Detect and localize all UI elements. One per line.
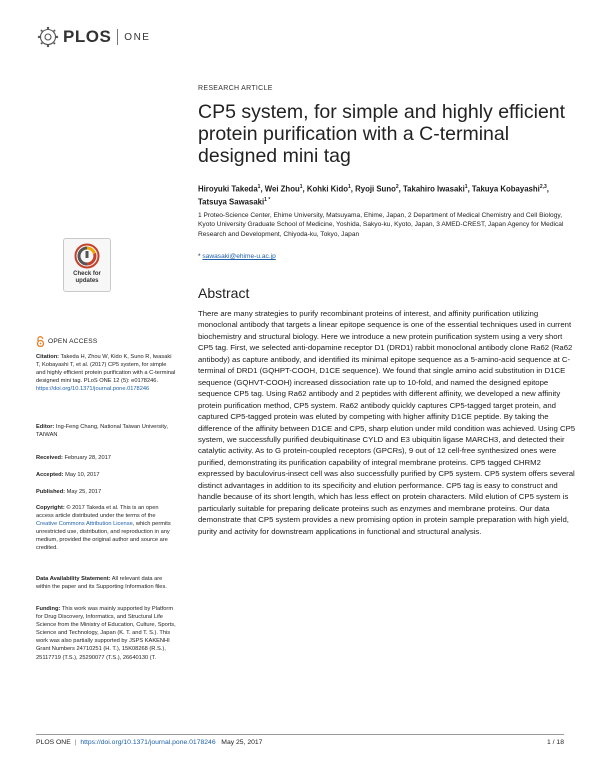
author-name: Takuya Kobayashi (471, 184, 540, 194)
received-text: February 28, 2017 (62, 455, 111, 461)
footer-separator: | (74, 739, 77, 746)
author-name: Hiroyuki Takeda (198, 184, 258, 194)
page-number: 1 / 18 (546, 739, 564, 746)
author-name: Wei Zhou (264, 184, 300, 194)
author-affiliation-marker: 1 (348, 184, 351, 190)
editor (36, 423, 176, 439)
accepted-label: Accepted: (36, 472, 64, 478)
author-affiliation-marker: 2 (395, 184, 399, 190)
copyright (36, 504, 176, 553)
corresponding-star: * (198, 253, 203, 260)
published-text: May 25, 2017 (65, 489, 102, 495)
article-title: CP5 system, for simple and highly efficient protein purification with a C-terminal designed mini tag (198, 101, 566, 167)
abstract-text: There are many strategies to purify recombinant proteins of interest, and affinity purification utilizing monoclonal antibody that targets a linear epitope sequence is one of the essential techniques used in current biochemistry and structural biology. Here we introduce a new protein purification system using a very short CP5 tag. First, we selected anti-dopamine receptor D1 (DRD1) rabbit monoclonal antibody clone Ra62 (Ra62 antibody) as capture antibody, and identified its minimal epitope sequence as a 5-amino-acid sequence at C-terminal of DRD1 (GQHPT-COOH, D1CE sequence). We found that single amino acid substitution in D1CE sequence (GQHVT-COOH) increased dissociation rate up to 10-fold, and named the designed epitope sequence CP5 tag. Using Ra62 antibody and 2 peptides with different affinity, we developed a new affinity protein purification method, CP5 system. Ra62 antibody quickly captures CP5-tagged target protein, and captured CP5-tagged protein was eluted by competing with higher affinity D1CE peptide. By taking the difference of the affinity between D1CE and CP5, sharp elution under mild condition was achieved. Using CP5 system, we successfully purified deubiquitinase CYLD and E3 ubiquitin ligase MARCH3, and detected their catalytic activity. As to G protein-coupled receptors (GPCRs), 9 out of 12 cell-free synthesized ones were purified, demonstrating its purification capability of integral membrane proteins. CP5 tagged CHRM2 expressed by baculovirus-insect cell was also successfully purified by CP5 system. CP5 system offers several distinct advantages in addition to its specificity and elution performance. CP5 tag is easy to construct and handle because of its short length, which has less effect on protein characters. Mild elution of CP5 system is particularly suitable for preparing delicate proteins such as enzymes and membrane proteins. Our data demonstrate that CP5 system provides a new promising option in protein sample preparation with high yield, purity and activity for downstream applications in functional and structural analysis. (198, 309, 576, 536)
funding-label: Funding: (36, 606, 61, 612)
received-label: Received: (36, 455, 63, 461)
published-date (36, 488, 176, 496)
journal-logo[interactable] (36, 26, 150, 48)
author-name: Ryoji Suno (355, 184, 396, 194)
editor-label: Editor: (36, 424, 55, 430)
received-date (36, 454, 176, 462)
footer-divider (36, 734, 564, 735)
author-separator: , (260, 184, 265, 194)
funding (36, 605, 176, 662)
author-name: Kohki Kido (306, 184, 348, 194)
open-lock-icon (36, 336, 45, 347)
author-separator: , (350, 184, 356, 194)
journal-name: ONE (124, 31, 151, 43)
corresponding-author (198, 253, 276, 260)
copyright-label: Copyright: (36, 505, 65, 511)
check-updates-icon (74, 243, 100, 269)
check-for-updates-button[interactable] (63, 238, 111, 292)
author-separator: , (467, 184, 472, 194)
accepted-text: May 10, 2017 (63, 472, 100, 478)
footer-date: May 25, 2017 (221, 739, 263, 746)
journal-brand: PLOS (63, 27, 112, 46)
affiliations: 1 Proteo-Science Center, Ehime University, Matsuyama, Ehime, Japan, 2 Department of Medical Chemistry and Cell Biology, Kyoto University Graduate School of Medicine, Yoshida, Sakyo-ku, Kyoto, Japan, 3 AMED-CREST, Japan Agency for Medical Research and Development, Chiyoda-ku, Tokyo, Japan (198, 212, 564, 238)
footer-doi-link[interactable]: https://doi.org/10.1371/journal.pone.0178246 (80, 739, 216, 746)
editor-text: Ing-Feng Chang, National Taiwan University, TAIWAN (36, 424, 168, 439)
open-access-label: OPEN ACCESS (48, 338, 98, 345)
article-type: RESEARCH ARTICLE (198, 85, 273, 92)
author-affiliation-marker: 2,3 (539, 184, 547, 190)
citation-text: Takeda H, Zhou W, Kido K, Suno R, Iwasaki T, Kobayashi T, et al. (2017) CP5 system, for simple and highly efficient protein purification with a C-terminal designed mini tag. PLoS ONE 12 (5): e0178246. (36, 354, 176, 385)
author-affiliation-marker: 1 (299, 184, 303, 190)
citation-label: Citation: (36, 354, 60, 360)
data-availability-text: All relevant data are within the paper and its Supporting Information files. (36, 576, 167, 591)
copyright-pre: © 2017 Takeda et al. This is an open access article distributed under the terms of the (36, 505, 159, 520)
check-updates-label (73, 271, 101, 284)
author-name: Takahiro Iwasaki (402, 184, 465, 194)
abstract-heading: Abstract (198, 285, 250, 301)
published-label: Published: (36, 489, 66, 495)
logo-divider (117, 29, 118, 45)
author-separator: , (398, 184, 403, 194)
copyright-post: , which permits unrestricted use, distribution, and reproduction in any medium, provided the original author and source are credited. (36, 521, 171, 552)
author-separator: , (302, 184, 307, 194)
data-availability-label: Data Availability Statement: (36, 576, 111, 582)
citation (36, 353, 176, 393)
footer-citation (36, 739, 262, 746)
data-availability (36, 575, 176, 591)
footer-journal: PLOS ONE (36, 739, 71, 746)
author-affiliation-marker: 1 (257, 184, 261, 190)
citation-doi-link[interactable]: https://doi.org/10.1371/journal.pone.0178246 (36, 386, 150, 393)
author-separator: , (546, 184, 549, 194)
plos-logo-icon (36, 26, 60, 48)
check-updates-line2: updates (75, 277, 99, 284)
check-updates-line1: Check for (73, 271, 101, 277)
author-affiliation-marker: 1 * (264, 197, 271, 204)
author-name: Tatsuya Sawasaki (198, 197, 265, 207)
license-link[interactable]: Creative Commons Attribution License (36, 521, 133, 528)
open-access-badge (36, 336, 97, 347)
funding-text: This work was mainly supported by Platform for Drug Discovery, Informatics, and Structural Life Science from the Ministry of Education, Culture, Sports, Science and Technology, Japan (K. T. and T. S.). This work was also partially supported by JSPS KAKENHI Grant Numbers 24710251 (H. T.), 15K08268 (R.S.), 25117719 (T.S.), 25290077 (T.S.), 26640130 (T. (36, 606, 176, 661)
author-affiliation-marker: 1 (464, 184, 468, 190)
author-list (198, 182, 578, 208)
accepted-date (36, 471, 176, 479)
email-link[interactable]: sawasaki@ehime-u.ac.jp (202, 253, 276, 260)
